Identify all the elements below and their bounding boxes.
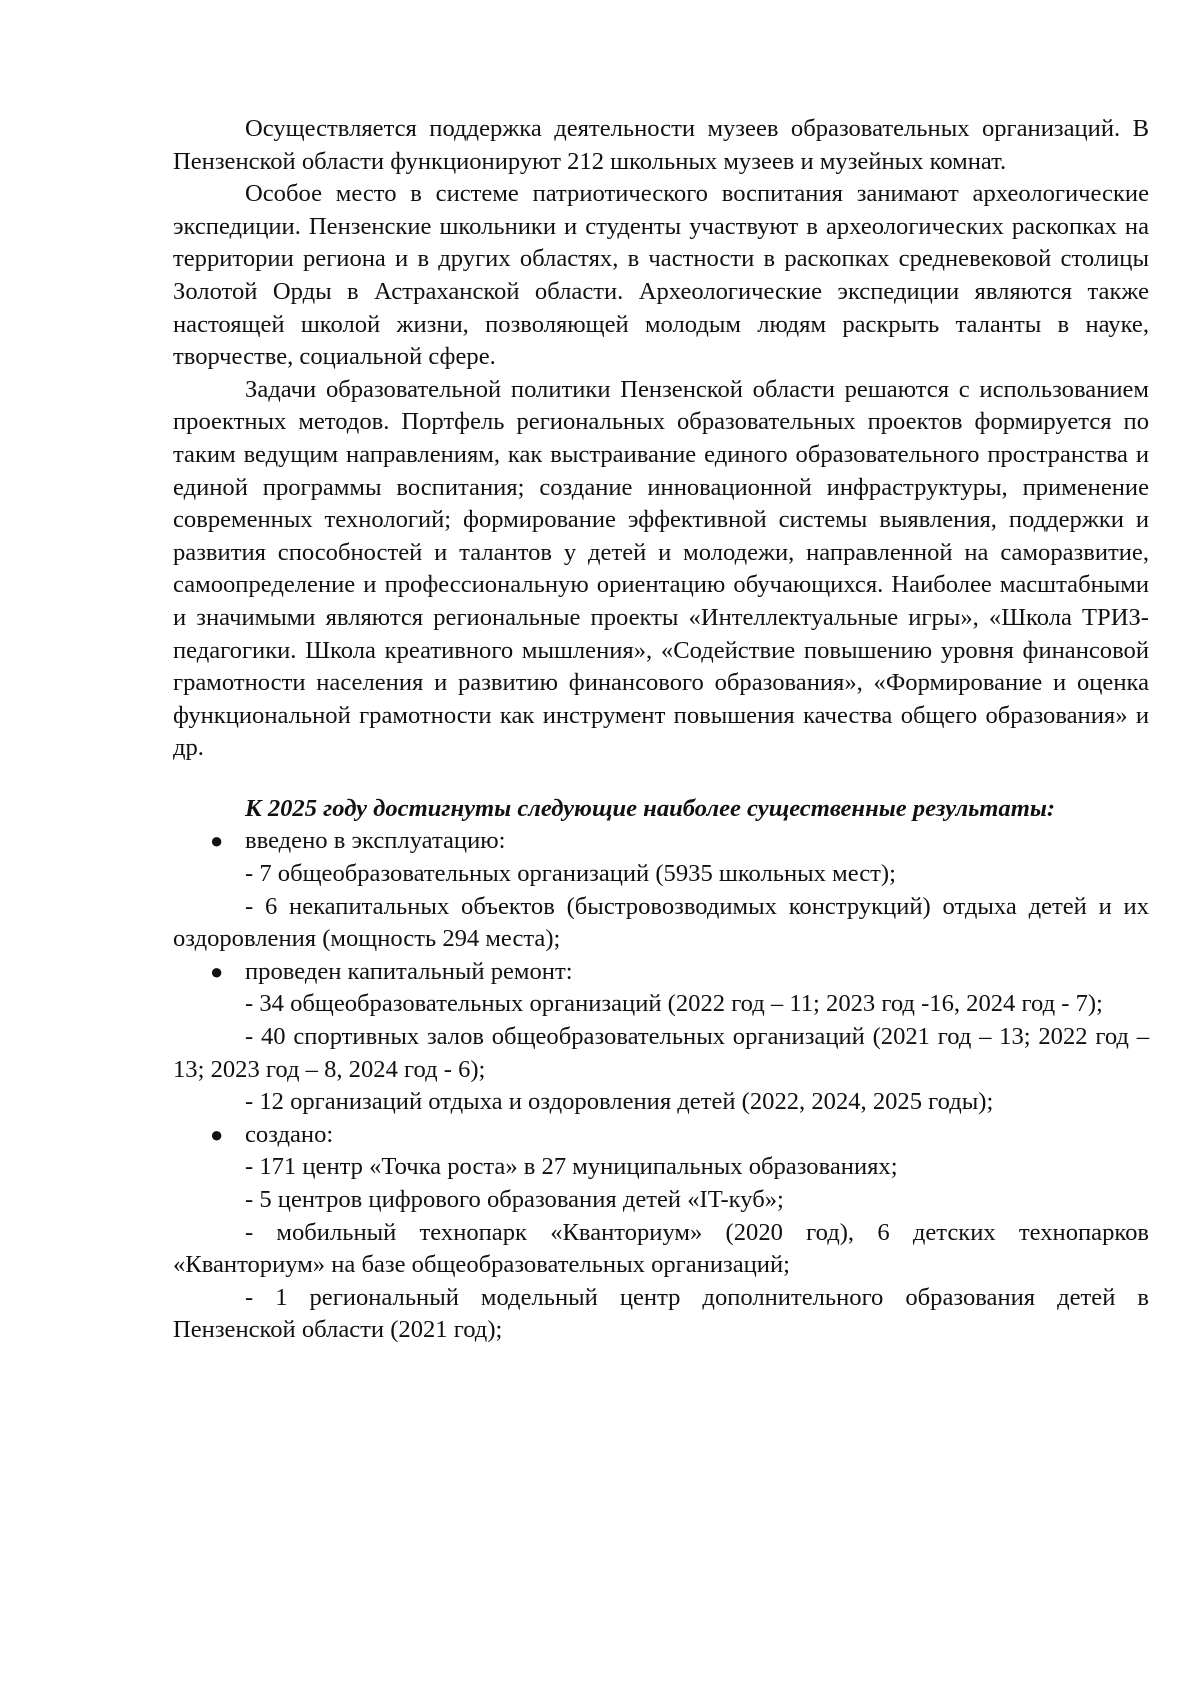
bullet-label: введено в эксплуатацию: [245, 827, 506, 855]
list-item: - 1 региональный модельный центр дополнительного образования детей в Пензенской области (2021 год); [173, 1283, 1149, 1344]
bullet-item [173, 1119, 1149, 1152]
list-item: - 5 центров цифрового образования детей «IT-куб»; [245, 1186, 784, 1213]
list-item: - 34 общеобразовательных организаций (2022 год – 11; 2023 год -16, 2024 год - 7); [245, 990, 1103, 1018]
list-item: - 6 некапитальных объектов (быстровозводимых конструкций) отдыха детей и их оздоровления (мощность 294 места); [173, 892, 1149, 953]
bullet-item [173, 825, 1149, 858]
paragraph-projects: Задачи образовательной политики Пензенской области решаются с использованием проектных методов. Портфель региональных образовательных проектов формируется по таким ведущим направлениям, как выстраивание единого образовательного пространства и единой программы воспитания; создание инновационной инфраструктуры, применение современных технологий; формирование эффективной системы выявления, поддержки и развития способностей и талантов у детей и молодежи, направленной на саморазвитие, самоопределение и профессиональную ориентацию обучающихся. Наиболее масштабными и значимыми являются региональные проекты «Интеллектуальные игры», «Школа ТРИЗ-педагогики. Школа креативного мышления», «Содействие повышению уровня финансовой грамотности населения и развитию финансового образования», «Формирование и оценка функциональной грамотности как инструмент повышения качества общего образования» и др. [173, 375, 1149, 762]
bullet-icon: ● [210, 828, 224, 854]
list-item: - 40 спортивных залов общеобразовательных организаций (2021 год – 13; 2022 год – 13; 2023 год – 8, 2024 год - 6); [173, 1023, 1149, 1083]
results-group-created [173, 1119, 1149, 1347]
bullet-label: создано: [245, 1120, 334, 1148]
bullet-icon: ● [210, 958, 224, 984]
bullet-icon: ● [210, 1121, 224, 1147]
list-item: - 7 общеобразовательных организаций (5935 школьных мест); [245, 860, 896, 888]
results-group-repair [173, 956, 1149, 1119]
document-page [173, 113, 1149, 1347]
list-item: - мобильный технопарк «Кванториум» (2020 год), 6 детских технопарков «Кванториум» на базе общеобразовательных организаций; [173, 1218, 1149, 1279]
paragraph-museums: Осуществляется поддержка деятельности музеев образовательных организаций. В Пензенской области функционируют 212 школьных музеев и музейных комнат. [173, 115, 1149, 175]
paragraph-archaeology: Особое место в системе патриотического воспитания занимают археологические экспедиции. Пензенские школьники и студенты участвуют в археологических раскопках на территории региона и в других областях, в частности в раскопках средневековой столицы Золотой Орды в Астраханской области. Археологические экспедиции являются также настоящей школой жизни, позволяющей молодым людям раскрыть таланты в науке, творчестве, социальной сфере. [173, 180, 1149, 371]
bullet-item [173, 956, 1149, 989]
list-item: - 171 центр «Точка роста» в 27 муниципальных образованиях; [245, 1153, 898, 1181]
results-heading: К 2025 году достигнуты следующие наиболее существенные результаты: [245, 794, 1056, 822]
bullet-label: проведен капитальный ремонт: [245, 957, 573, 985]
list-item: - 12 организаций отдыха и оздоровления детей (2022, 2024, 2025 годы); [245, 1088, 994, 1116]
results-group-commissioned [173, 825, 1149, 955]
